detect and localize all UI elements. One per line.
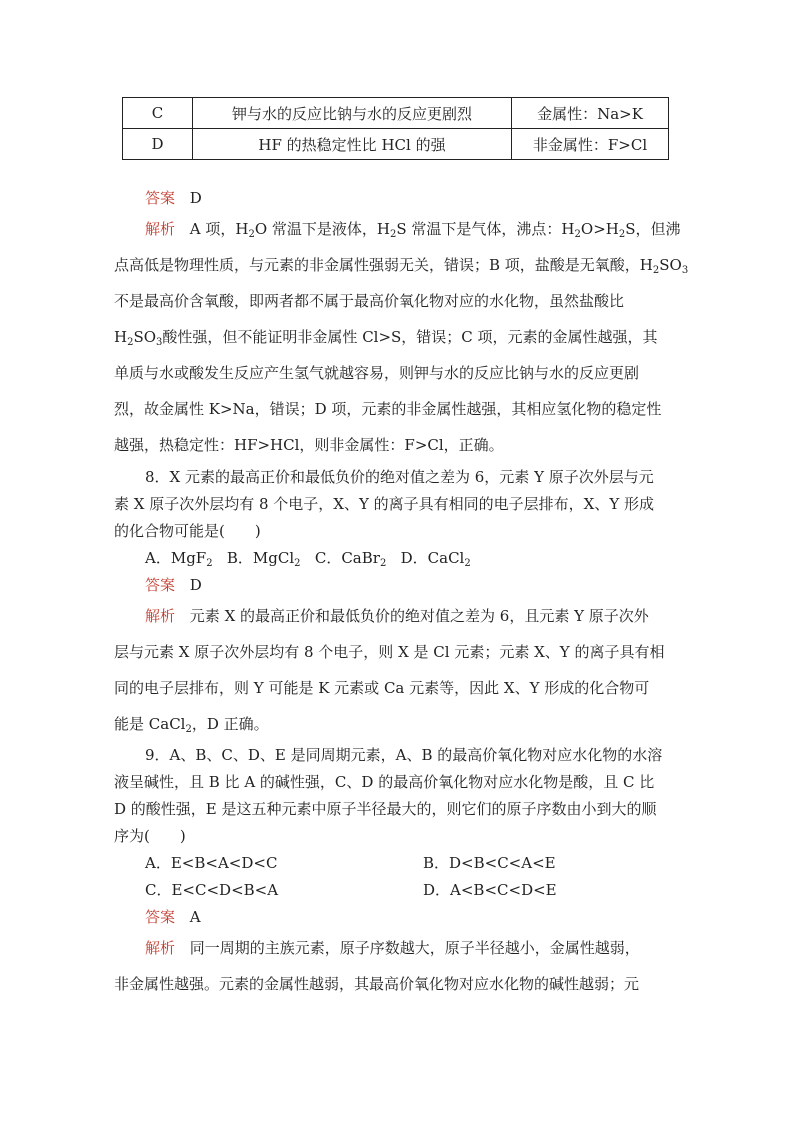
answer-label: 答案 bbox=[145, 908, 176, 926]
q9-option-d: D．A<B<C<D<E bbox=[423, 881, 557, 899]
options-table bbox=[122, 97, 669, 160]
table-cell-letter: C bbox=[123, 98, 193, 129]
q7-analysis-line-5: 单质与水或酸发生反应产生氢气就越容易，则钾与水的反应比钠与水的反应更剧 bbox=[114, 364, 640, 382]
q8-analysis-line-1: 解析 元素 X 的最高正价和最低负价的绝对值之差为 6，且元素 Y 原子次外 bbox=[145, 607, 649, 625]
table-row bbox=[123, 129, 669, 160]
q7-analysis-line-6: 烈，故金属性 K>Na，错误；D 项，元素的非金属性越强，其相应氢化物的稳定性 bbox=[114, 400, 662, 418]
q9-analysis-line-2: 非金属性越强。元素的金属性越弱，其最高价氧化物对应水化物的碱性越弱；元 bbox=[114, 975, 640, 993]
q8-answer-line bbox=[145, 575, 715, 595]
q9-option-b: B．D<B<C<A<E bbox=[423, 854, 556, 872]
q9-answer-line bbox=[145, 907, 715, 927]
answer-value: D bbox=[189, 189, 202, 207]
q8-stem-line-1: 8．X 元素的最高正价和最低负价的绝对值之差为 6，元素 Y 原子次外层与元 bbox=[145, 468, 654, 486]
analysis-label: 解析 bbox=[145, 220, 176, 238]
option-b: B．MgCl$_2$ bbox=[226, 549, 301, 569]
q7-analysis-line-3: 不是最高价含氧酸，即两者都不属于最高价氧化物对应的水化物，虽然盐酸比 bbox=[114, 292, 625, 310]
q7-analysis-line-7: 越强，热稳定性：HF>HCl，则非金属性：F>Cl，正确。 bbox=[114, 436, 504, 454]
table-cell-conclusion: 非金属性：F>Cl bbox=[512, 129, 669, 160]
table-cell-conclusion: 金属性：Na>K bbox=[512, 98, 669, 129]
answer-value: A bbox=[189, 908, 201, 926]
q9-stem-line-3: D 的酸性强，E 是这五种元素中原子半径最大的，则它们的原子序数由小到大的顺 bbox=[114, 800, 657, 818]
q8-analysis-line-3: 同的电子层排布，则 Y 可能是 K 元素或 Ca 元素等，因此 X、Y 形成的化合物可 bbox=[114, 679, 650, 697]
option-d: D．CaCl$_2$ bbox=[400, 549, 471, 569]
option-c: C．CaBr$_2$ bbox=[314, 549, 387, 569]
q9-analysis-line-1: 解析 同一周期的主族元素，原子序数越大，原子半径越小，金属性越弱， bbox=[145, 939, 640, 957]
table-cell-letter: D bbox=[123, 129, 193, 160]
table-cell-fact: HF 的热稳定性比 HCl 的强 bbox=[193, 129, 512, 160]
q8-stem-line-3: 的化合物可能是( ) bbox=[114, 522, 261, 540]
table-cell-fact: 钾与水的反应比钠与水的反应更剧烈 bbox=[193, 98, 512, 129]
answer-label: 答案 bbox=[145, 189, 176, 207]
q8-options bbox=[145, 548, 715, 568]
answer-label: 答案 bbox=[145, 576, 176, 594]
q9-stem-line-4: 序为( ) bbox=[114, 827, 186, 845]
q9-option-a: A．E<B<A<D<C bbox=[145, 854, 278, 872]
q8-stem-line-2: 素 X 原子次外层均有 8 个电子，X、Y 的离子具有相同的电子层排布，X、Y 形成 bbox=[114, 495, 654, 513]
table-row bbox=[123, 98, 669, 129]
analysis-label: 解析 bbox=[145, 607, 176, 625]
q7-answer-line bbox=[145, 188, 715, 208]
q8-analysis-line-4: 能是 CaCl$_2$，D 正确。 bbox=[114, 715, 269, 735]
q9-stem-line-2: 液呈碱性，且 B 比 A 的碱性强，C、D 的最高价氧化物对应水化物是酸，且 C 比 bbox=[114, 773, 655, 791]
q9-option-c: C．E<C<D<B<A bbox=[145, 881, 279, 899]
q8-analysis-line-2: 层与元素 X 原子次外层均有 8 个电子，则 X 是 Cl 元素；元素 X、Y 的离子具有相 bbox=[114, 643, 665, 661]
analysis-label: 解析 bbox=[145, 939, 176, 957]
q9-stem-line-1: 9．A、B、C、D、E 是同周期元素，A、B 的最高价氧化物对应水化物的水溶 bbox=[145, 746, 663, 764]
q7-analysis-line-2: 点高低是物理性质，与元素的非金属性强弱无关，错误；B 项，盐酸是无氧酸，$H_2SO_3$ bbox=[114, 256, 689, 276]
option-a: A．MgF$_2$ bbox=[145, 549, 213, 569]
q7-analysis-line-1: 解析 A 项，$H_2O$ 常温下是液体，$H_2S$ 常温下是气体，沸点：$H_2O>H_2S$，但沸 bbox=[145, 220, 681, 240]
q7-analysis-line-4: $H_2SO_3$酸性强，但不能证明非金属性 Cl>S，错误；C 项，元素的金属性越强，其 bbox=[114, 328, 658, 348]
answer-value: D bbox=[189, 576, 202, 594]
